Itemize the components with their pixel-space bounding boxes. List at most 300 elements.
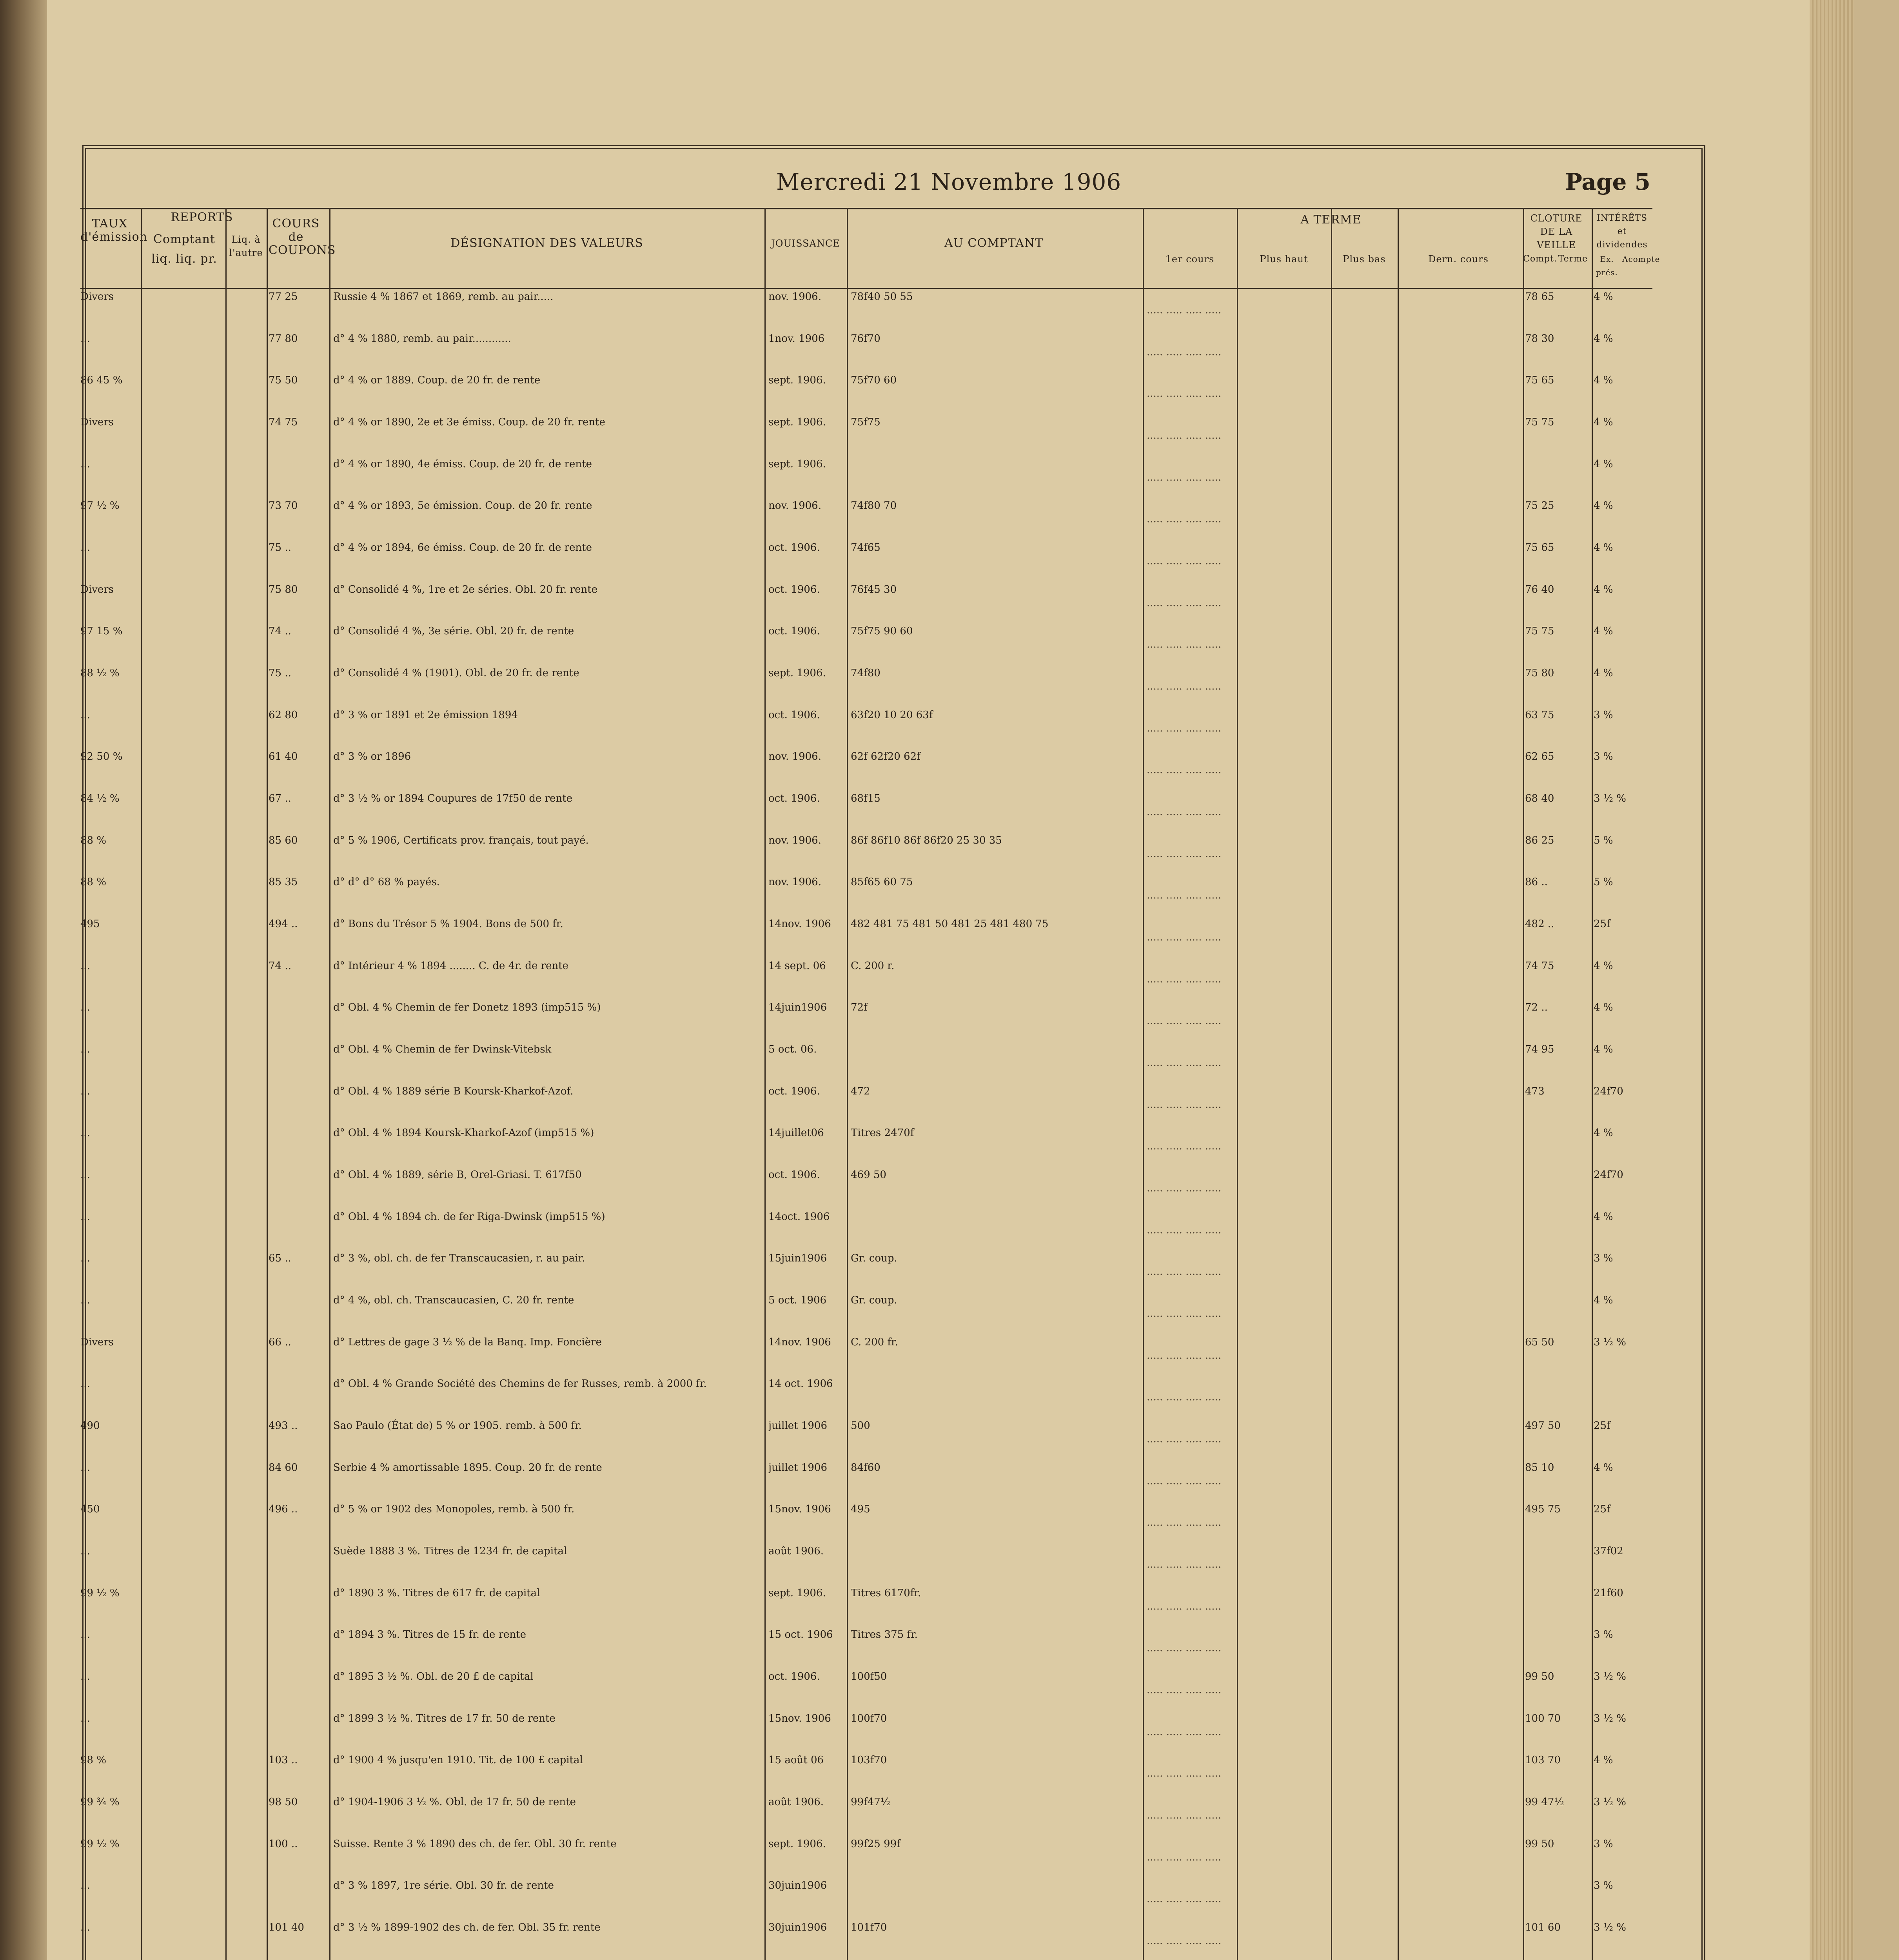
- terme-leaders: ..... ..... ..... .....: [1147, 1684, 1222, 1696]
- row-cours: 496 ..: [269, 1503, 298, 1515]
- table-row: [80, 1292, 1652, 1331]
- row-taux: ...: [80, 1922, 90, 1933]
- row-designation: d° 3 %, obl. ch. de fer Transcaucasien, r. au pair.: [333, 1252, 585, 1265]
- row-comptant: 63f20 10 20 63f: [851, 709, 933, 721]
- row-jouissance: 14oct. 1906: [768, 1210, 830, 1223]
- col-taux: TAUX d'émission: [80, 217, 148, 244]
- row-taux: ...: [80, 1085, 90, 1097]
- row-cours: 493 ..: [269, 1420, 298, 1432]
- col-a-terme: A TERME: [1300, 213, 1362, 227]
- table-row: [80, 1501, 1652, 1540]
- row-cloture: 63 75: [1525, 709, 1554, 721]
- row-designation: d° Lettres de gage 3 ½ % de la Banq. Imp. Foncière: [333, 1336, 602, 1348]
- table-row: [80, 1417, 1652, 1456]
- col-terme: Terme: [1558, 254, 1588, 264]
- row-interet: 4 %: [1594, 416, 1613, 428]
- row-jouissance: 30juin1906: [768, 1922, 827, 1933]
- row-taux: ...: [80, 960, 90, 972]
- row-cloture: 76 40: [1525, 583, 1554, 595]
- table-row: [80, 1124, 1652, 1163]
- row-interet: 3 %: [1594, 709, 1613, 721]
- row-designation: d° d° d° 68 % payés.: [333, 876, 440, 888]
- row-taux: ...: [80, 1002, 90, 1014]
- row-taux: ...: [80, 1044, 90, 1055]
- row-interet: 4 %: [1594, 500, 1613, 512]
- row-comptant: 78f40 50 55: [851, 291, 913, 303]
- row-interet: 5 %: [1594, 876, 1613, 888]
- row-jouissance: 1nov. 1906: [768, 332, 825, 345]
- row-cloture: 74 75: [1525, 960, 1554, 972]
- row-cloture: 62 65: [1525, 751, 1554, 763]
- row-designation: d° Obl. 4 % Chemin de fer Donetz 1893 (imp515 %): [333, 1002, 601, 1014]
- row-interet: 4 %: [1594, 374, 1613, 387]
- row-cloture: 101 60: [1525, 1922, 1561, 1933]
- row-cours: 62 80: [269, 709, 298, 721]
- row-interet: 4 %: [1594, 291, 1613, 303]
- row-cours: 74 75: [269, 416, 298, 428]
- page-header: [110, 161, 1678, 204]
- row-designation: d° Consolidé 4 %, 3e série. Obl. 20 fr. de rente: [333, 625, 574, 637]
- row-designation: d° 4 % or 1890, 4e émiss. Coup. de 20 fr. de rente: [333, 458, 592, 470]
- terme-leaders: ..... ..... ..... .....: [1147, 1098, 1222, 1111]
- row-jouissance: oct. 1906.: [768, 1671, 820, 1682]
- row-designation: d° 1895 3 ½ %. Obl. de 20 £ de capital: [333, 1671, 534, 1682]
- row-cours: 98 50: [269, 1796, 298, 1808]
- row-interet: 3 %: [1594, 1252, 1613, 1265]
- row-comptant: 482 481 75 481 50 481 25 481 480 75: [851, 918, 1049, 930]
- row-cours: 101 40: [269, 1922, 304, 1933]
- row-cours: 66 ..: [269, 1336, 291, 1348]
- table-header: [80, 208, 1660, 289]
- terme-leaders: ..... ..... ..... .....: [1147, 513, 1222, 525]
- row-designation: d° Consolidé 4 % (1901). Obl. de 20 fr. de rente: [333, 667, 579, 679]
- row-comptant: Gr. coup.: [851, 1252, 897, 1265]
- row-comptant: 68f15: [851, 793, 881, 804]
- row-cloture: 75 65: [1525, 374, 1554, 387]
- col-comptant-reports: Comptant: [153, 232, 215, 246]
- row-taux: ...: [80, 1671, 90, 1682]
- row-designation: d° 4 % or 1893, 5e émission. Coup. de 20 fr. rente: [333, 500, 592, 512]
- table-row: [80, 1626, 1652, 1665]
- table-row: [80, 1208, 1652, 1247]
- row-comptant: 74f80: [851, 667, 881, 679]
- table-row: [80, 1668, 1652, 1707]
- col-cours-coupons: COURS de COUPONS: [269, 217, 336, 257]
- row-cours: 103 ..: [269, 1754, 298, 1766]
- row-designation: d° Obl. 4 % 1889, série B, Orel-Griasi. T. 617f50: [333, 1169, 582, 1181]
- row-comptant: 99f25 99f: [851, 1838, 900, 1850]
- terme-leaders: ..... ..... ..... .....: [1147, 1893, 1222, 1905]
- row-taux: 495: [80, 918, 100, 930]
- terme-leaders: ..... ..... ..... .....: [1147, 973, 1222, 985]
- row-cloture: 497 50: [1525, 1420, 1561, 1432]
- row-designation: d° 1904-1906 3 ½ %. Obl. de 17 fr. 50 de rente: [333, 1796, 576, 1808]
- row-designation: d° 1900 4 % jusqu'en 1910. Tit. de 100 £ capital: [333, 1754, 583, 1766]
- terme-leaders: ..... ..... ..... .....: [1147, 848, 1222, 860]
- col-interets: INTÉRÊTS et dividendes: [1596, 213, 1648, 250]
- row-designation: Sao Paulo (État de) 5 % or 1905. remb. à 500 fr.: [333, 1420, 582, 1432]
- row-cours: 75 ..: [269, 542, 291, 554]
- row-interet: 3 %: [1594, 751, 1613, 763]
- row-comptant: 84f60: [851, 1461, 881, 1474]
- row-interet: 24f70: [1594, 1169, 1623, 1181]
- row-cours: 75 50: [269, 374, 298, 387]
- table-row: [80, 999, 1652, 1038]
- row-jouissance: 5 oct. 1906: [768, 1294, 827, 1306]
- table-row: [80, 372, 1652, 411]
- row-cloture: 473: [1525, 1085, 1545, 1097]
- row-designation: d° Intérieur 4 % 1894 ........ C. de 4r. de rente: [333, 960, 569, 972]
- row-jouissance: nov. 1906.: [768, 291, 821, 303]
- row-comptant: 100f50: [851, 1671, 887, 1682]
- row-designation: d° 1899 3 ½ %. Titres de 17 fr. 50 de rente: [333, 1712, 556, 1724]
- row-taux: Divers: [80, 1336, 114, 1348]
- row-comptant: 101f70: [851, 1922, 887, 1933]
- row-comptant: Gr. coup.: [851, 1294, 897, 1306]
- row-interet: 4 %: [1594, 542, 1613, 554]
- table-row: [80, 622, 1652, 662]
- row-interet: 37f02: [1594, 1545, 1623, 1557]
- col-jouissance: JOUISSANCE: [771, 238, 840, 249]
- row-interet: 3 %: [1594, 1880, 1613, 1892]
- table-row: [80, 1919, 1652, 1958]
- table-row: [80, 748, 1652, 787]
- row-designation: Suède 1888 3 %. Titres de 1234 fr. de capital: [333, 1545, 567, 1557]
- row-comptant: 72f: [851, 1002, 868, 1014]
- terme-leaders: ..... ..... ..... .....: [1147, 1057, 1222, 1069]
- row-designation: d° Obl. 4 % 1889 série B Koursk-Kharkof-Azof.: [333, 1085, 574, 1097]
- row-interet: 21f60: [1594, 1587, 1623, 1599]
- col-plus-bas: Plus bas: [1343, 254, 1386, 265]
- row-taux: 92 50 %: [80, 751, 123, 763]
- row-jouissance: sept. 1906.: [768, 667, 826, 679]
- row-jouissance: 14 sept. 06: [768, 960, 826, 972]
- row-designation: Suisse. Rente 3 % 1890 des ch. de fer. Obl. 30 fr. rente: [333, 1838, 617, 1850]
- row-jouissance: nov. 1906.: [768, 500, 821, 512]
- table-row: [80, 1543, 1652, 1582]
- row-taux: ...: [80, 1210, 90, 1223]
- col-au-comptant: AU COMPTANT: [944, 236, 1044, 250]
- row-interet: 3 ½ %: [1594, 1796, 1626, 1808]
- row-cours: 73 70: [269, 500, 298, 512]
- row-interet: 3 ½ %: [1594, 793, 1626, 804]
- table-row: [80, 1083, 1652, 1122]
- row-jouissance: nov. 1906.: [768, 834, 821, 846]
- row-jouissance: oct. 1906.: [768, 1085, 820, 1097]
- row-taux: 99 ½ %: [80, 1587, 120, 1599]
- row-taux: 84 ½ %: [80, 793, 120, 804]
- terme-leaders: ..... ..... ..... .....: [1147, 1559, 1222, 1570]
- row-cloture: 99 50: [1525, 1838, 1554, 1850]
- row-cours: 75 80: [269, 583, 298, 595]
- row-interet: 4 %: [1594, 1210, 1613, 1223]
- row-jouissance: juillet 1906: [768, 1420, 828, 1432]
- row-taux: ...: [80, 1712, 90, 1724]
- row-designation: d° 1890 3 %. Titres de 617 fr. de capital: [333, 1587, 540, 1599]
- row-jouissance: août 1906.: [768, 1545, 824, 1557]
- row-comptant: 76f70: [851, 332, 881, 345]
- row-comptant: 500: [851, 1420, 870, 1432]
- row-taux: ...: [80, 1169, 90, 1181]
- row-interet: 3 ½ %: [1594, 1922, 1626, 1933]
- row-designation: d° 3 % or 1891 et 2e émission 1894: [333, 709, 518, 721]
- table-row: [80, 1877, 1652, 1916]
- row-cloture: 99 47½: [1525, 1796, 1564, 1808]
- row-jouissance: 30juin1906: [768, 1880, 827, 1892]
- terme-leaders: ..... ..... ..... .....: [1147, 597, 1222, 609]
- row-taux: ...: [80, 542, 90, 554]
- table-row: [80, 1375, 1652, 1414]
- row-designation: d° Consolidé 4 %, 1re et 2e séries. Obl. 20 fr. rente: [333, 583, 598, 595]
- terme-leaders: ..... ..... ..... .....: [1147, 1475, 1222, 1487]
- row-taux: 97 ½ %: [80, 500, 120, 512]
- row-interet: 4 %: [1594, 1294, 1613, 1306]
- col-dernier-cours: Dern. cours: [1428, 254, 1489, 265]
- terme-leaders: ..... ..... ..... .....: [1147, 388, 1222, 400]
- row-comptant: 74f65: [851, 542, 881, 554]
- row-interet: 25f: [1594, 918, 1610, 930]
- row-comptant: 495: [851, 1503, 870, 1515]
- row-jouissance: sept. 1906.: [768, 416, 826, 428]
- row-designation: d° 3 ½ % or 1894 Coupures de 17f50 de rente: [333, 793, 573, 804]
- row-comptant: 75f75 90 60: [851, 625, 913, 637]
- row-taux: 99 ½ %: [80, 1838, 120, 1850]
- row-designation: d° Obl. 4 % Chemin de fer Dwinsk-Vitebsk: [333, 1044, 552, 1055]
- terme-leaders: ..... ..... ..... .....: [1147, 931, 1222, 943]
- terme-leaders: ..... ..... ..... .....: [1147, 1600, 1222, 1612]
- row-comptant: Titres 375 fr.: [851, 1629, 918, 1641]
- row-taux: 450: [80, 1503, 100, 1515]
- row-cloture: 75 65: [1525, 542, 1554, 554]
- table-row: [80, 1041, 1652, 1080]
- row-interet: 4 %: [1594, 625, 1613, 637]
- row-interet: 4 %: [1594, 1127, 1613, 1139]
- terme-leaders: ..... ..... ..... .....: [1147, 722, 1222, 734]
- table-row: [80, 539, 1652, 578]
- row-cloture: 75 80: [1525, 667, 1554, 679]
- row-jouissance: 15 oct. 1906: [768, 1629, 833, 1641]
- row-designation: d° 1894 3 %. Titres de 15 fr. de rente: [333, 1629, 526, 1641]
- row-designation: d° 4 % or 1890, 2e et 3e émiss. Coup. de 20 fr. rente: [333, 416, 606, 428]
- row-interet: 5 %: [1594, 834, 1613, 846]
- row-jouissance: 15nov. 1906: [768, 1712, 831, 1724]
- row-jouissance: 14nov. 1906: [768, 918, 831, 930]
- terme-leaders: ..... ..... ..... .....: [1147, 1433, 1222, 1445]
- row-cloture: 65 50: [1525, 1336, 1554, 1348]
- row-comptant: C. 200 fr.: [851, 1336, 898, 1348]
- table-row: [80, 497, 1652, 536]
- row-interet: 4 %: [1594, 1461, 1613, 1474]
- row-comptant: 76f45 30: [851, 583, 897, 595]
- row-interet: 4 %: [1594, 583, 1613, 595]
- row-comptant: 74f80 70: [851, 500, 897, 512]
- row-comptant: 99f47½: [851, 1796, 890, 1808]
- row-cours: 74 ..: [269, 960, 291, 972]
- row-jouissance: 15nov. 1906: [768, 1503, 831, 1515]
- row-cours: 84 60: [269, 1461, 298, 1474]
- terme-leaders: ..... ..... ..... .....: [1147, 1768, 1222, 1780]
- row-cours: 65 ..: [269, 1252, 291, 1265]
- terme-leaders: ..... ..... ..... .....: [1147, 1517, 1222, 1529]
- row-cloture: 75 25: [1525, 500, 1554, 512]
- row-designation: Russie 4 % 1867 et 1869, remb. au pair.....: [333, 291, 554, 303]
- row-comptant: 75f75: [851, 416, 881, 428]
- table-row: [80, 581, 1652, 620]
- row-jouissance: 15juin1906: [768, 1252, 827, 1265]
- row-designation: d° 4 % 1880, remb. au pair............: [333, 332, 511, 345]
- terme-leaders: ..... ..... ..... .....: [1147, 1140, 1222, 1152]
- row-interet: 4 %: [1594, 1044, 1613, 1055]
- row-designation: d° Obl. 4 % 1894 ch. de fer Riga-Dwinsk (imp515 %): [333, 1210, 605, 1223]
- row-cloture: 75 75: [1525, 625, 1554, 637]
- row-cours: 85 60: [269, 834, 298, 846]
- terme-leaders: ..... ..... ..... .....: [1147, 1182, 1222, 1194]
- row-cours: 67 ..: [269, 793, 291, 804]
- row-jouissance: 14 oct. 1906: [768, 1378, 833, 1390]
- row-cloture: 78 65: [1525, 291, 1554, 303]
- row-taux: 88 ½ %: [80, 667, 120, 679]
- row-interet: 3 %: [1594, 1838, 1613, 1850]
- table-row: [80, 330, 1652, 369]
- row-taux: Divers: [80, 583, 114, 595]
- row-jouissance: sept. 1906.: [768, 1587, 826, 1599]
- row-cloture: 68 40: [1525, 793, 1554, 804]
- row-interet: 3 %: [1594, 1629, 1613, 1641]
- row-cloture: 75 75: [1525, 416, 1554, 428]
- row-interet: 4 %: [1594, 667, 1613, 679]
- col-reports: REPORTS: [171, 211, 233, 224]
- row-designation: d° 4 % or 1889. Coup. de 20 fr. de rente: [333, 374, 541, 387]
- terme-leaders: ..... ..... ..... .....: [1147, 1224, 1222, 1236]
- row-cours: 100 ..: [269, 1838, 298, 1850]
- table-row: [80, 1710, 1652, 1749]
- row-comptant: 85f65 60 75: [851, 876, 913, 888]
- table-row: [80, 1835, 1652, 1875]
- row-interet: 3 ½ %: [1594, 1336, 1626, 1348]
- row-taux: 88 %: [80, 834, 107, 846]
- row-taux: 98 %: [80, 1754, 107, 1766]
- row-designation: d° 3 ½ % 1899-1902 des ch. de fer. Obl. 35 fr. rente: [333, 1922, 601, 1933]
- terme-leaders: ..... ..... ..... .....: [1147, 1809, 1222, 1821]
- col-1er-cours: 1er cours: [1165, 254, 1215, 265]
- terme-leaders: ..... ..... ..... .....: [1147, 764, 1222, 776]
- row-comptant: 86f 86f10 86f 86f20 25 30 35: [851, 834, 1002, 846]
- col-acompte: Acompte: [1622, 254, 1660, 264]
- table-row: [80, 288, 1652, 327]
- row-taux: ...: [80, 709, 90, 721]
- row-interet: 4 %: [1594, 960, 1613, 972]
- row-jouissance: 15 août 06: [768, 1754, 824, 1766]
- terme-leaders: ..... ..... ..... .....: [1147, 1266, 1222, 1278]
- row-jouissance: 5 oct. 06.: [768, 1044, 817, 1055]
- row-taux: 97 15 %: [80, 625, 123, 637]
- row-interet: 4 %: [1594, 458, 1613, 470]
- row-interet: 4 %: [1594, 1002, 1613, 1014]
- row-designation: d° 3 % or 1896: [333, 751, 411, 763]
- row-cloture: 495 75: [1525, 1503, 1561, 1515]
- row-taux: ...: [80, 1880, 90, 1892]
- row-jouissance: oct. 1906.: [768, 793, 820, 804]
- row-jouissance: oct. 1906.: [768, 583, 820, 595]
- row-taux: 99 ¾ %: [80, 1796, 120, 1808]
- terme-leaders: ..... ..... ..... .....: [1147, 1935, 1222, 1947]
- row-cloture: 86 ..: [1525, 876, 1548, 888]
- row-taux: Divers: [80, 291, 114, 303]
- terme-leaders: ..... ..... ..... .....: [1147, 1349, 1222, 1361]
- row-cours: 77 25: [269, 291, 298, 303]
- col-ex-pres: Ex. prés.: [1596, 254, 1618, 277]
- row-comptant: Titres 6170fr.: [851, 1587, 921, 1599]
- row-interet: 4 %: [1594, 1754, 1613, 1766]
- row-comptant: 469 50: [851, 1169, 886, 1181]
- terme-leaders: ..... ..... ..... .....: [1147, 1391, 1222, 1403]
- col-compt: Compt.: [1523, 254, 1557, 264]
- page-number: Page 5: [1565, 169, 1650, 195]
- table-row: [80, 664, 1652, 704]
- table-row: [80, 915, 1652, 955]
- row-jouissance: oct. 1906.: [768, 542, 820, 554]
- row-jouissance: oct. 1906.: [768, 625, 820, 637]
- row-jouissance: 14nov. 1906: [768, 1336, 831, 1348]
- page-date: Mercredi 21 Novembre 1906: [776, 169, 1122, 195]
- row-interet: 3 ½ %: [1594, 1671, 1626, 1682]
- row-designation: d° 3 % 1897, 1re série. Obl. 30 fr. de rente: [333, 1880, 554, 1892]
- row-cloture: 103 70: [1525, 1754, 1561, 1766]
- col-cloture: CLOTURE DE LA VEILLE: [1530, 213, 1583, 250]
- page-edge: [1810, 0, 1854, 1960]
- row-comptant: Titres 2470f: [851, 1127, 914, 1139]
- terme-leaders: ..... ..... ..... .....: [1147, 471, 1222, 483]
- row-cours: 61 40: [269, 751, 298, 763]
- row-taux: ...: [80, 1252, 90, 1265]
- terme-leaders: ..... ..... ..... .....: [1147, 346, 1222, 358]
- table-row: [80, 1459, 1652, 1498]
- table-row: [80, 832, 1652, 871]
- row-jouissance: 14juillet06: [768, 1127, 824, 1139]
- col-designation: DÉSIGNATION DES VALEURS: [450, 236, 643, 250]
- row-jouissance: oct. 1906.: [768, 709, 820, 721]
- table-row: [80, 706, 1652, 746]
- terme-leaders: ..... ..... ..... .....: [1147, 555, 1222, 567]
- row-jouissance: 14juin1906: [768, 1002, 827, 1014]
- row-cours: 75 ..: [269, 667, 291, 679]
- row-interet: 25f: [1594, 1503, 1610, 1515]
- book-binding: [0, 0, 47, 1960]
- table-row: [80, 1250, 1652, 1289]
- row-designation: d° Obl. 4 % 1894 Koursk-Kharkof-Azof (imp515 %): [333, 1127, 594, 1139]
- row-taux: ...: [80, 1461, 90, 1474]
- row-cloture: 482 ..: [1525, 918, 1554, 930]
- row-designation: Serbie 4 % amortissable 1895. Coup. 20 fr. de rente: [333, 1461, 602, 1474]
- terme-leaders: ..... ..... ..... .....: [1147, 1642, 1222, 1654]
- terme-leaders: ..... ..... ..... .....: [1147, 639, 1222, 651]
- terme-leaders: ..... ..... ..... .....: [1147, 681, 1222, 692]
- table-row: [80, 957, 1652, 996]
- row-cloture: 86 25: [1525, 834, 1554, 846]
- row-cloture: 78 30: [1525, 332, 1554, 345]
- terme-leaders: ..... ..... ..... .....: [1147, 1015, 1222, 1027]
- row-taux: 88 %: [80, 876, 107, 888]
- table-row: [80, 1584, 1652, 1624]
- row-interet: 3 ½ %: [1594, 1712, 1626, 1724]
- row-cloture: 72 ..: [1525, 1002, 1548, 1014]
- row-jouissance: nov. 1906.: [768, 751, 821, 763]
- row-cours: 74 ..: [269, 625, 291, 637]
- col-liq: liq. liq. pr.: [151, 252, 217, 266]
- row-designation: d° 4 %, obl. ch. Transcaucasien, C. 20 fr. rente: [333, 1294, 574, 1306]
- row-taux: ...: [80, 1545, 90, 1557]
- row-cours: 85 35: [269, 876, 298, 888]
